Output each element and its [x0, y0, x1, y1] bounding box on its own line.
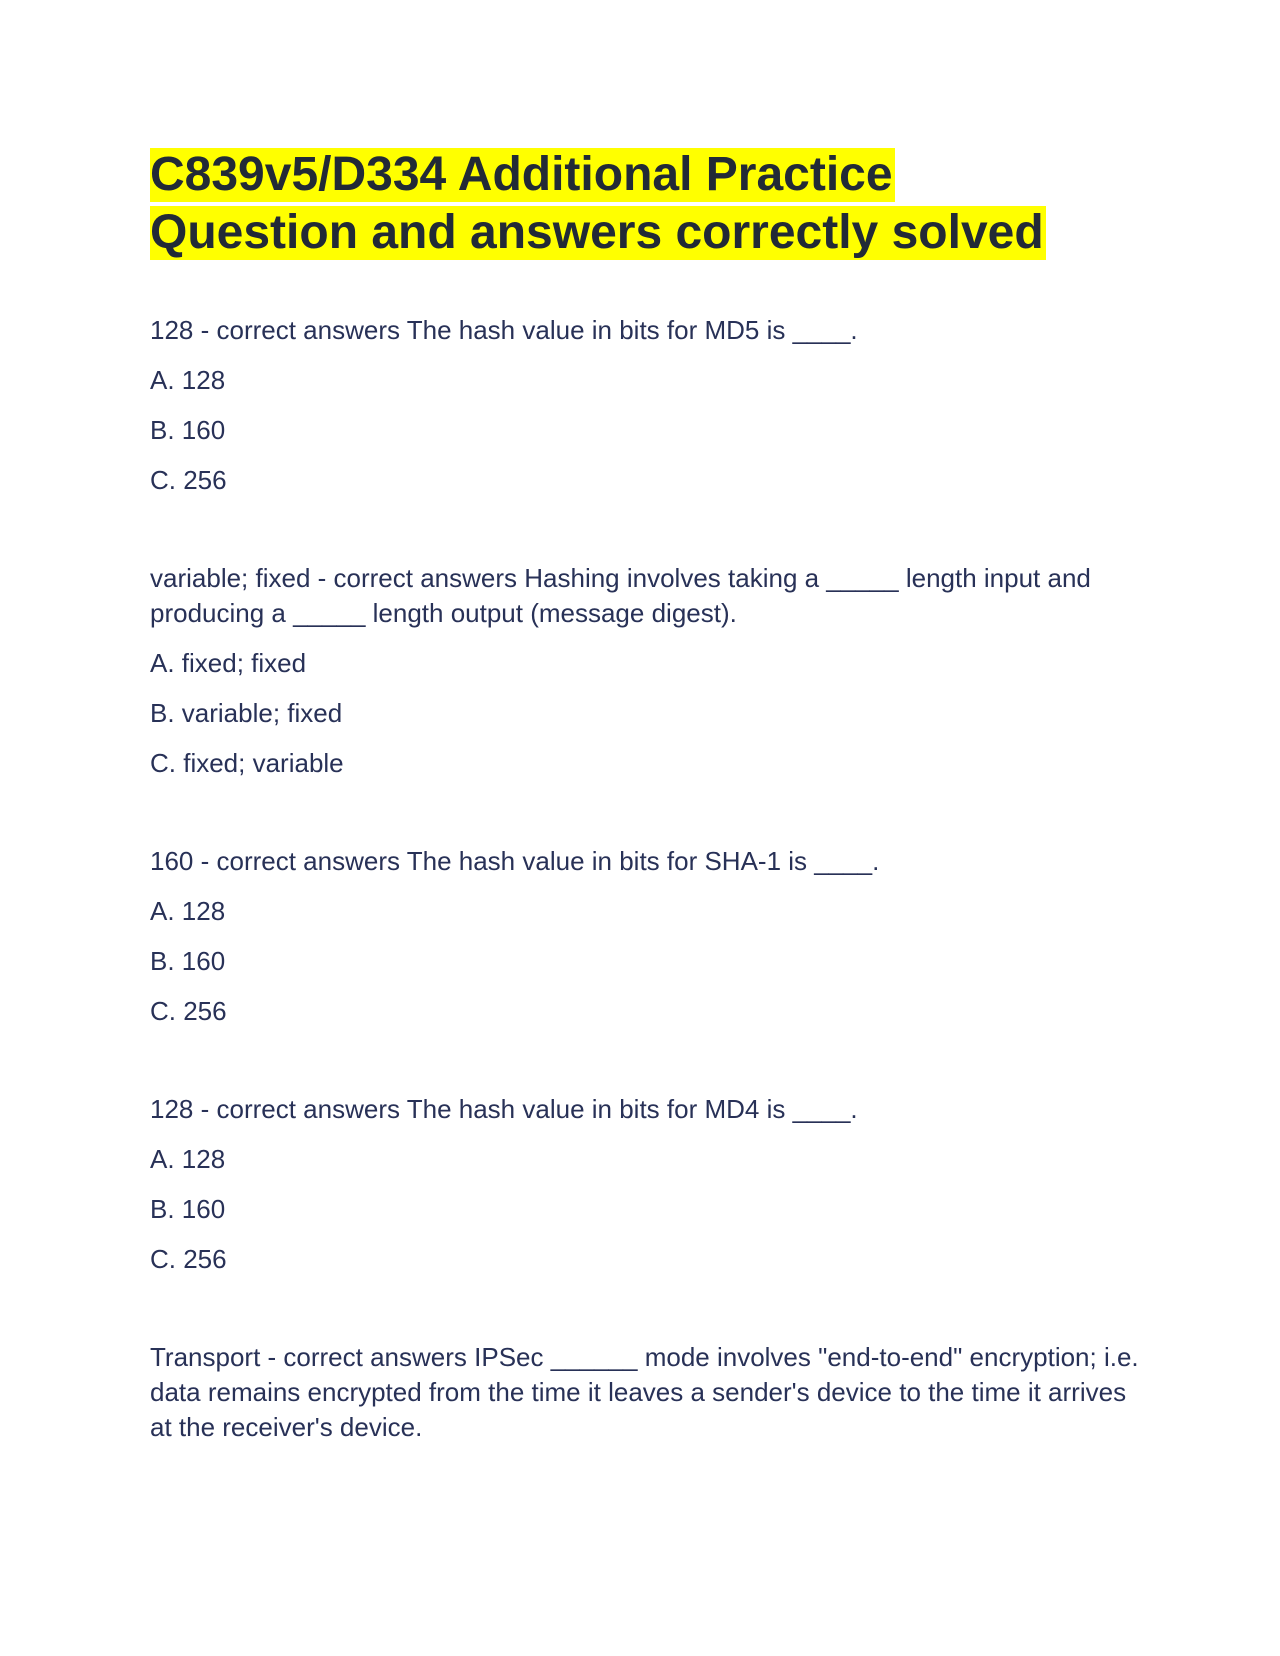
question-block	[150, 561, 1140, 781]
answer-option: B. variable; fixed	[150, 698, 343, 728]
question-list	[150, 313, 1140, 1508]
answer-option: A. 128	[150, 896, 226, 926]
answer-option: A. fixed; fixed	[150, 648, 307, 678]
question-text: 160 - correct answers The hash value in bits for SHA-1 is ____.	[150, 846, 880, 876]
answer-option: C. fixed; variable	[150, 748, 344, 778]
answer-option: B. 160	[150, 946, 226, 976]
answer-option: C. 256	[150, 465, 227, 495]
answer-option: C. 256	[150, 1244, 227, 1274]
answer-option: A. 128	[150, 1144, 226, 1174]
question-text: Transport - correct answers IPSec ______ mode involves "end-to-end" encryption; i.e. data remains encrypted from the time it leaves a sender's device to the time it arrives at the receiver's device.	[150, 1342, 1139, 1442]
question-text: 128 - correct answers The hash value in bits for MD4 is ____.	[150, 1094, 858, 1124]
page-title	[150, 146, 1150, 262]
question-block	[150, 313, 1140, 498]
question-text: variable; fixed - correct answers Hashing involves taking a _____ length input and producing a _____ length output (message digest).	[150, 563, 1091, 628]
question-block	[150, 1092, 1140, 1277]
answer-option: A. 128	[150, 365, 226, 395]
title-line-1: C839v5/D334 Additional Practice	[150, 148, 893, 201]
title-line-2: Question and answers correctly solved	[150, 206, 1044, 259]
question-text: 128 - correct answers The hash value in bits for MD5 is ____.	[150, 315, 858, 345]
question-block	[150, 844, 1140, 1029]
question-block	[150, 1340, 1140, 1445]
answer-option: C. 256	[150, 996, 227, 1026]
answer-option: B. 160	[150, 1194, 226, 1224]
answer-option: B. 160	[150, 415, 226, 445]
